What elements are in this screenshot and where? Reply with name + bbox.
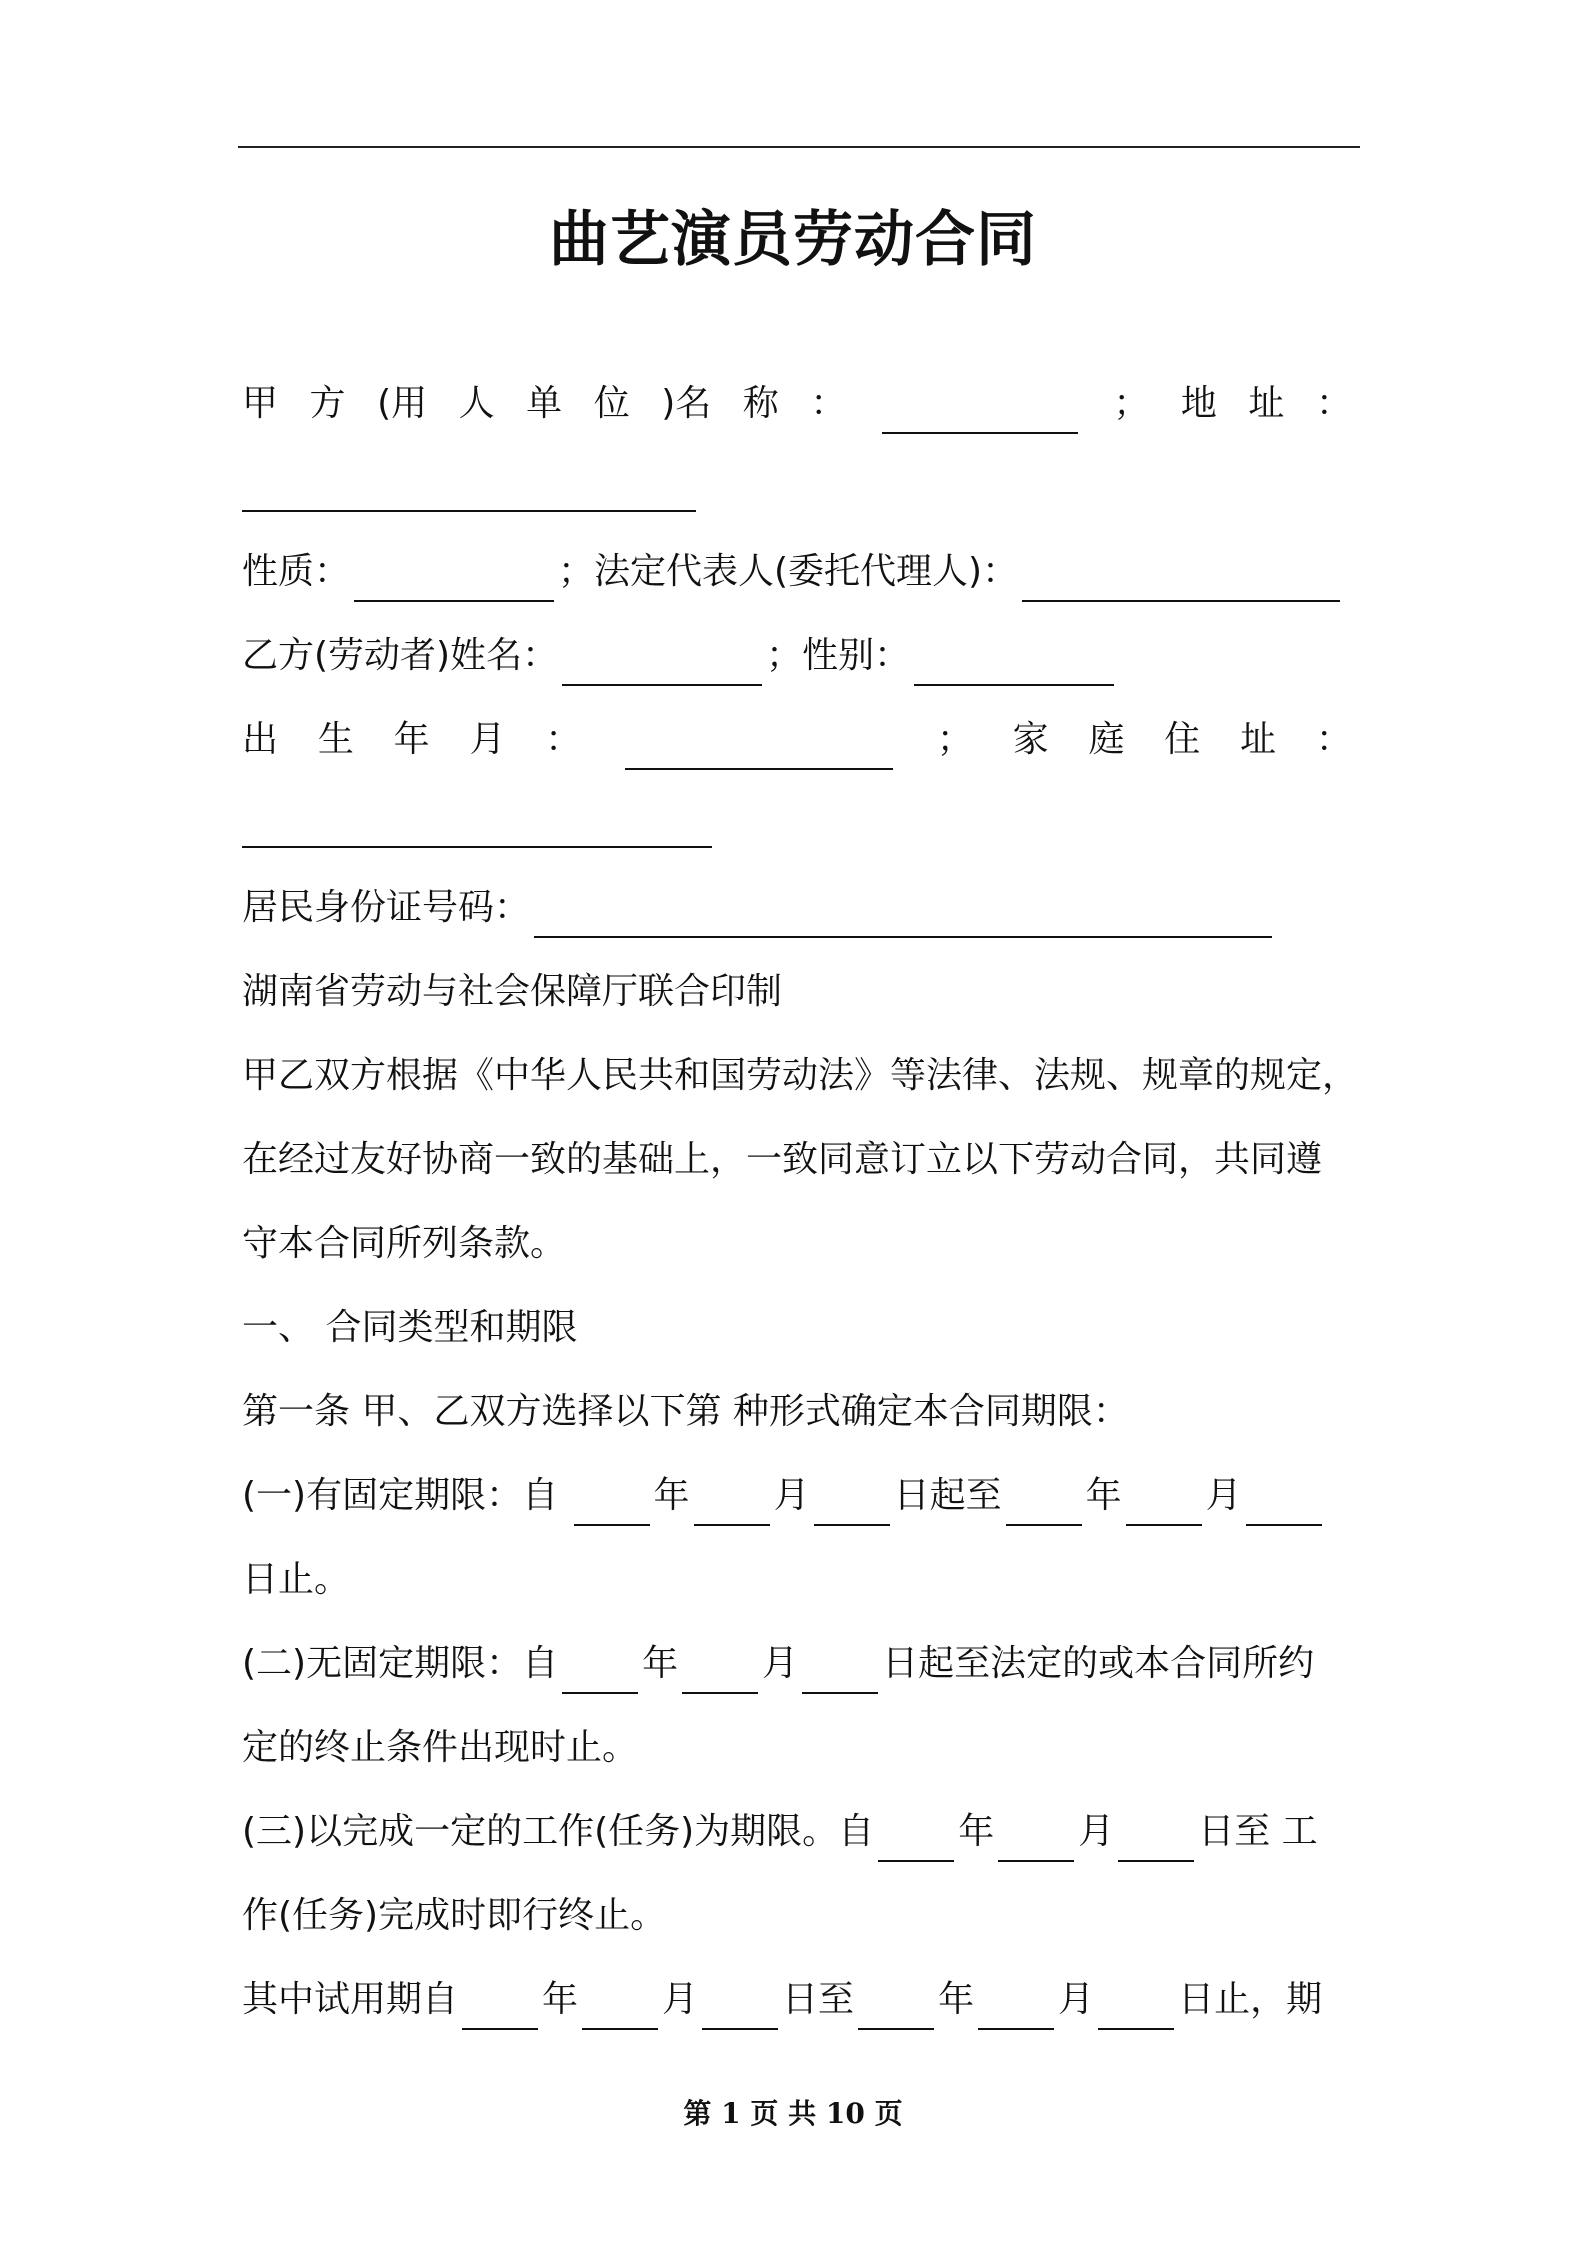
char: 家	[1012, 719, 1049, 760]
paragraph-line: 在经过友好协商一致的基础上，一致同意订立以下劳动合同，共同遵	[242, 1139, 1323, 1180]
label-month: 月	[773, 1475, 810, 1516]
printed-by: 湖南省劳动与社会保障厅联合印制	[242, 971, 783, 1012]
char: 位	[593, 383, 630, 424]
blank-year[interactable]	[574, 1484, 650, 1526]
char: 住	[1164, 719, 1201, 760]
paragraph-line: 甲乙双方根据《中华人民共和国劳动法》等法律、法规、规章的规定，	[242, 1055, 1359, 1096]
char: 甲	[242, 383, 279, 424]
label-month: 月	[1078, 1811, 1115, 1852]
char: 年	[393, 719, 430, 760]
blank-employer-address[interactable]	[242, 510, 696, 512]
blank-day[interactable]	[814, 1484, 890, 1526]
char: 生	[317, 719, 354, 760]
line-birth-address	[242, 710, 1382, 770]
char: 址	[1240, 719, 1277, 760]
blank-year[interactable]	[1006, 1484, 1082, 1526]
char: )名	[661, 383, 712, 424]
blank-day[interactable]	[802, 1652, 878, 1694]
section-heading: 一、 合同类型和期限	[242, 1307, 578, 1348]
char: ；	[1113, 383, 1150, 424]
blank-home-address[interactable]	[242, 846, 712, 848]
line-party-a-name	[242, 374, 1382, 434]
paragraph-line: 作(任务)完成时即行终止。	[242, 1895, 667, 1936]
char: 庭	[1088, 719, 1125, 760]
label-year: 年	[642, 1643, 679, 1684]
char: 出	[242, 719, 279, 760]
label-day-to: 日起至	[893, 1475, 1002, 1516]
line-nature	[242, 542, 1382, 602]
label-year: 年	[938, 1979, 975, 2020]
char: 地	[1180, 383, 1217, 424]
label-month: 月	[1205, 1475, 1242, 1516]
blank-day[interactable]	[1098, 1988, 1174, 2030]
line-id-number	[242, 878, 1382, 938]
label-day-to-work: 日至 工	[1198, 1811, 1318, 1852]
label-month: 月	[662, 1979, 699, 2020]
char: ：	[1315, 383, 1352, 424]
document-title: 曲艺演员劳动合同	[549, 205, 1037, 275]
label-year: 年	[958, 1811, 995, 1852]
paragraph-line: 日止。	[242, 1559, 351, 1600]
char: 址	[1248, 383, 1285, 424]
label-gender: ；性别：	[766, 635, 911, 676]
label-year: 年	[1085, 1475, 1122, 1516]
char: 月	[469, 719, 506, 760]
label-open: (二)无固定期限：自	[242, 1643, 559, 1684]
char: 单	[526, 383, 563, 424]
term-fixed	[242, 1466, 1382, 1526]
page-number: 第 1 页 共 10 页	[683, 2097, 903, 2130]
label-id-number: 居民身份证号码：	[242, 887, 531, 928]
label-month: 月	[762, 1643, 799, 1684]
blank-id-number[interactable]	[534, 896, 1272, 938]
blank-month[interactable]	[682, 1652, 758, 1694]
label-task: (三)以完成一定的工作(任务)为期限。自	[242, 1811, 875, 1852]
blank-year[interactable]	[858, 1988, 934, 2030]
label-probation: 其中试用期自	[242, 1979, 459, 2020]
blank-day[interactable]	[702, 1988, 778, 2030]
char: 方	[309, 383, 346, 424]
blank-nature[interactable]	[354, 560, 554, 602]
blank-year[interactable]	[562, 1652, 638, 1694]
char: ：	[810, 383, 847, 424]
blank-gender[interactable]	[914, 644, 1114, 686]
label-legal-rep: ；法定代表人(委托代理人)：	[558, 551, 1019, 592]
label-worker-name: 乙方(劳动者)姓名：	[242, 635, 559, 676]
blank-month[interactable]	[582, 1988, 658, 2030]
blank-worker-name[interactable]	[562, 644, 762, 686]
label-fixed: (一)有固定期限：自	[242, 1475, 570, 1516]
label-year: 年	[542, 1979, 579, 2020]
article-1: 第一条 甲、乙双方选择以下第 种形式确定本合同期限：	[242, 1391, 1129, 1432]
blank-day[interactable]	[1246, 1484, 1322, 1526]
term-task	[242, 1802, 1382, 1862]
label-nature: 性质：	[242, 551, 351, 592]
label-day-to: 日至	[782, 1979, 855, 2020]
char: ；	[936, 719, 973, 760]
char: ：	[1315, 719, 1352, 760]
line-party-b-name	[242, 626, 1382, 686]
blank-birth-date[interactable]	[625, 728, 893, 770]
char: ：	[545, 719, 582, 760]
blank-legal-rep[interactable]	[1022, 560, 1340, 602]
label-year: 年	[653, 1475, 690, 1516]
blank-month[interactable]	[694, 1484, 770, 1526]
blank-month[interactable]	[1126, 1484, 1202, 1526]
blank-year[interactable]	[878, 1820, 954, 1862]
char: (用	[377, 383, 428, 424]
label-day-end: 日止，期	[1178, 1979, 1323, 2020]
paragraph-line: 守本合同所列条款。	[242, 1223, 567, 1264]
blank-month[interactable]	[998, 1820, 1074, 1862]
blank-day[interactable]	[1118, 1820, 1194, 1862]
header-rule	[238, 146, 1360, 148]
label-month: 月	[1058, 1979, 1095, 2020]
blank-employer-name[interactable]	[882, 392, 1078, 434]
blank-year[interactable]	[462, 1988, 538, 2030]
char: 称	[742, 383, 779, 424]
blank-month[interactable]	[978, 1988, 1054, 2030]
paragraph-line: 定的终止条件出现时止。	[242, 1727, 639, 1768]
label-until-legal: 日起至法定的或本合同所约	[882, 1643, 1315, 1684]
term-open	[242, 1634, 1382, 1694]
char: 人	[458, 383, 495, 424]
probation-period	[242, 1970, 1382, 2030]
